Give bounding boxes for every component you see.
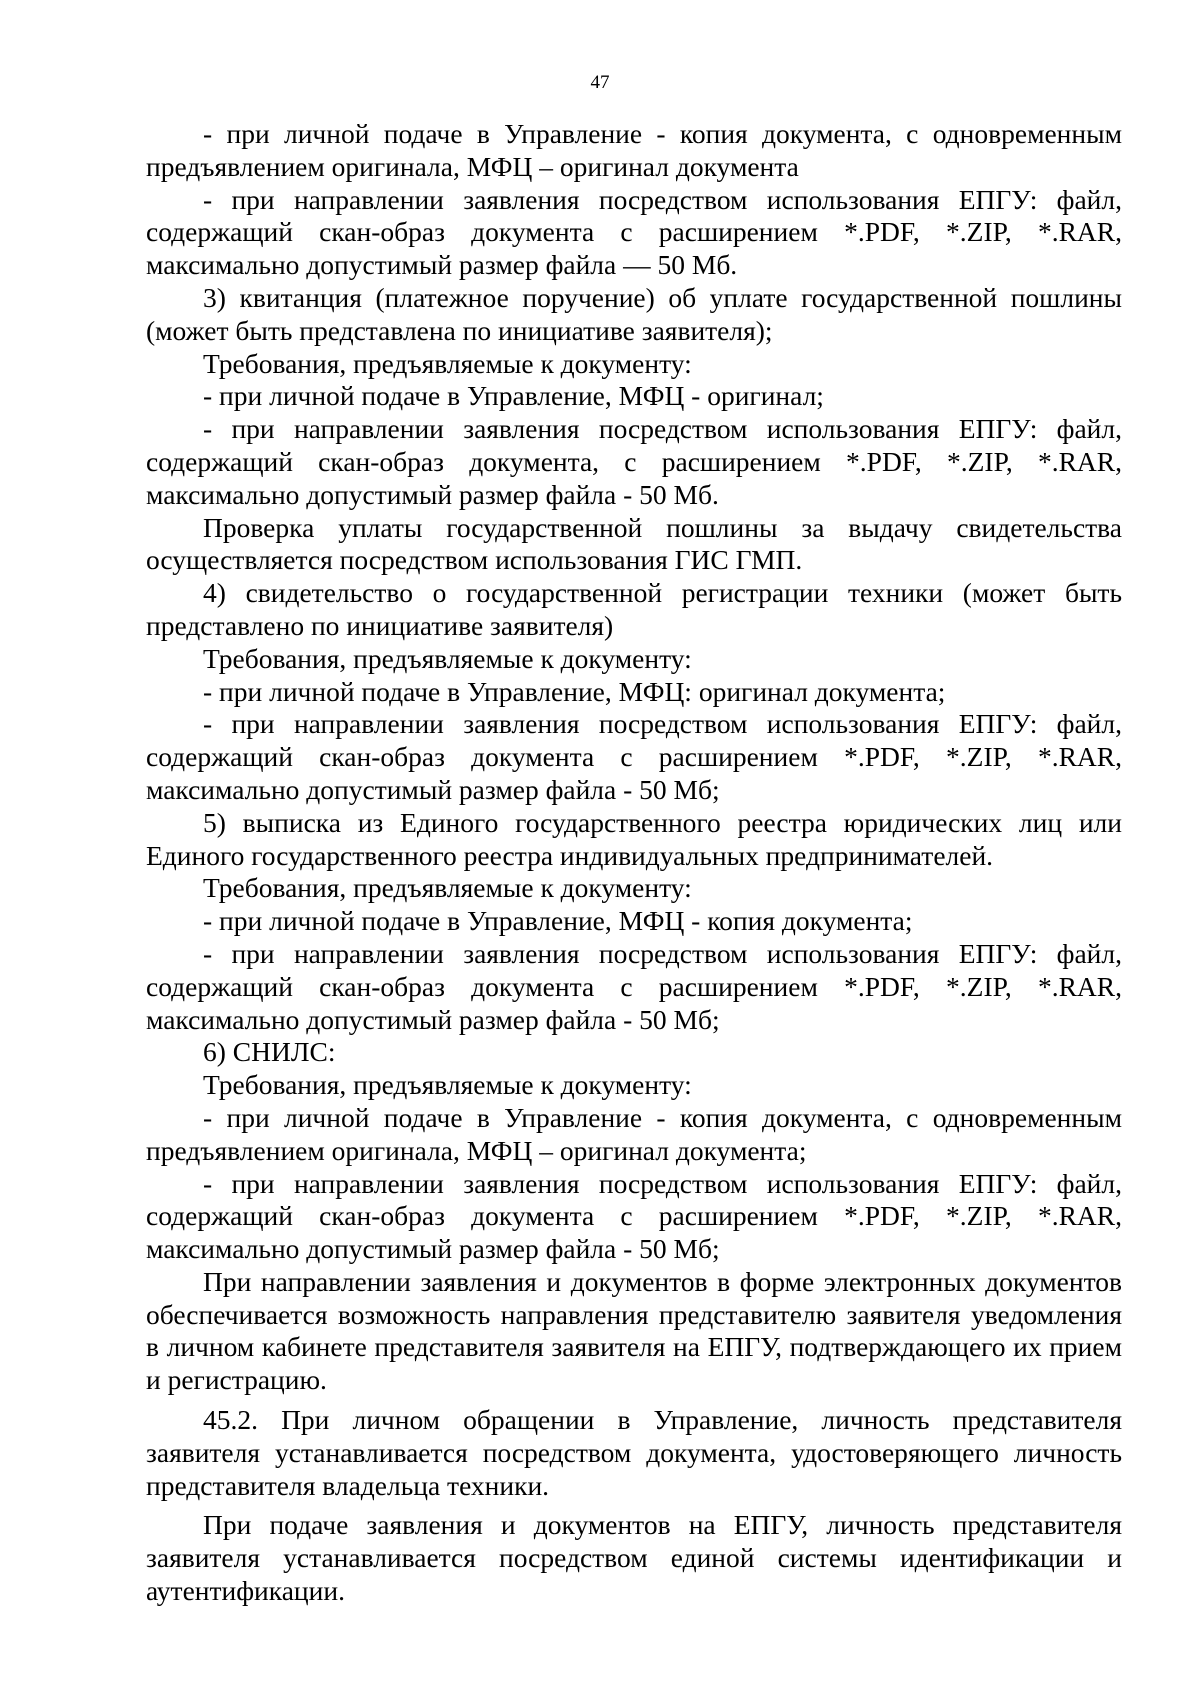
paragraph: 5) выписка из Единого государственного реестра юридических лиц или Единого государственного реестра индивидуальных предпринимателей. bbox=[146, 806, 1122, 871]
paragraph: - при личной подаче в Управление - копия документа, с одновременным предъявлением оригинала, МФЦ – оригинал документа; bbox=[146, 1101, 1122, 1166]
paragraph: Требования, предъявляемые к документу: bbox=[203, 1069, 692, 1101]
paragraph: 6) СНИЛС: bbox=[203, 1036, 336, 1068]
paragraph: - при личной подаче в Управление, МФЦ - оригинал; bbox=[203, 380, 824, 412]
paragraph: - при направлении заявления посредством использования ЕПГУ: файл, содержащий скан-образ документа с расширением *.PDF, *.ZIP, *.RAR, максимально допустимый размер файла - 50 Мб; bbox=[146, 1167, 1122, 1265]
paragraph: Требования, предъявляемые к документу: bbox=[203, 872, 692, 904]
paragraph: 3) квитанция (платежное поручение) об уплате государственной пошлины (может быть представлена по инициативе заявителя); bbox=[146, 281, 1122, 346]
paragraph: При подаче заявления и документов на ЕПГУ, личность представителя заявителя устанавливается посредством единой системы идентификации и аутентификации. bbox=[146, 1509, 1122, 1607]
page-number: 47 bbox=[590, 72, 610, 93]
paragraph: Требования, предъявляемые к документу: bbox=[203, 347, 692, 379]
paragraph: - при личной подаче в Управление - копия документа, с одновременным предъявлением оригинала, МФЦ – оригинал документа bbox=[146, 118, 1122, 182]
document-body bbox=[146, 118, 1122, 1608]
paragraph: При направлении заявления и документов в форме электронных документов обеспечивается возможность направления представителю заявителя уведомления в личном кабинете представителя заявителя на ЕПГУ, подтверждающего их прием и регистрацию. bbox=[146, 1265, 1122, 1396]
paragraph: - при направлении заявления посредством использования ЕПГУ: файл, содержащий скан-образ документа с расширением *.PDF, *.ZIP, *.RAR, максимально допустимый размер файла - 50 Мб; bbox=[146, 708, 1122, 805]
paragraph: 45.2. При личном обращении в Управление, личность представителя заявителя устанавливается посредством документа, удостоверяющего личность представителя владельца техники. bbox=[146, 1404, 1122, 1501]
paragraph: Требования, предъявляемые к документу: bbox=[203, 642, 692, 674]
paragraph: Проверка уплаты государственной пошлины за выдачу свидетельства осуществляется посредством использования ГИС ГМП. bbox=[146, 511, 1122, 576]
paragraph: - при личной подаче в Управление, МФЦ - копия документа; bbox=[203, 905, 913, 937]
paragraph: - при направлении заявления посредством использования ЕПГУ: файл, содержащий скан-образ документа с расширением *.PDF, *.ZIP, *.RAR, максимально допустимый размер файла — 50 Мб. bbox=[146, 183, 1122, 281]
paragraph: - при личной подаче в Управление, МФЦ: оригинал документа; bbox=[203, 675, 946, 707]
paragraph: - при направлении заявления посредством использования ЕПГУ: файл, содержащий скан-образ документа, с расширением *.PDF, *.ZIP, *.RAR, максимально допустимый размер файла - 50 Мб. bbox=[146, 413, 1122, 510]
paragraph: 4) свидетельство о государственной регистрации техники (может быть представлено по инициативе заявителя) bbox=[146, 577, 1122, 641]
paragraph: - при направлении заявления посредством использования ЕПГУ: файл, содержащий скан-образ документа с расширением *.PDF, *.ZIP, *.RAR, максимально допустимый размер файла - 50 Мб; bbox=[146, 937, 1122, 1035]
